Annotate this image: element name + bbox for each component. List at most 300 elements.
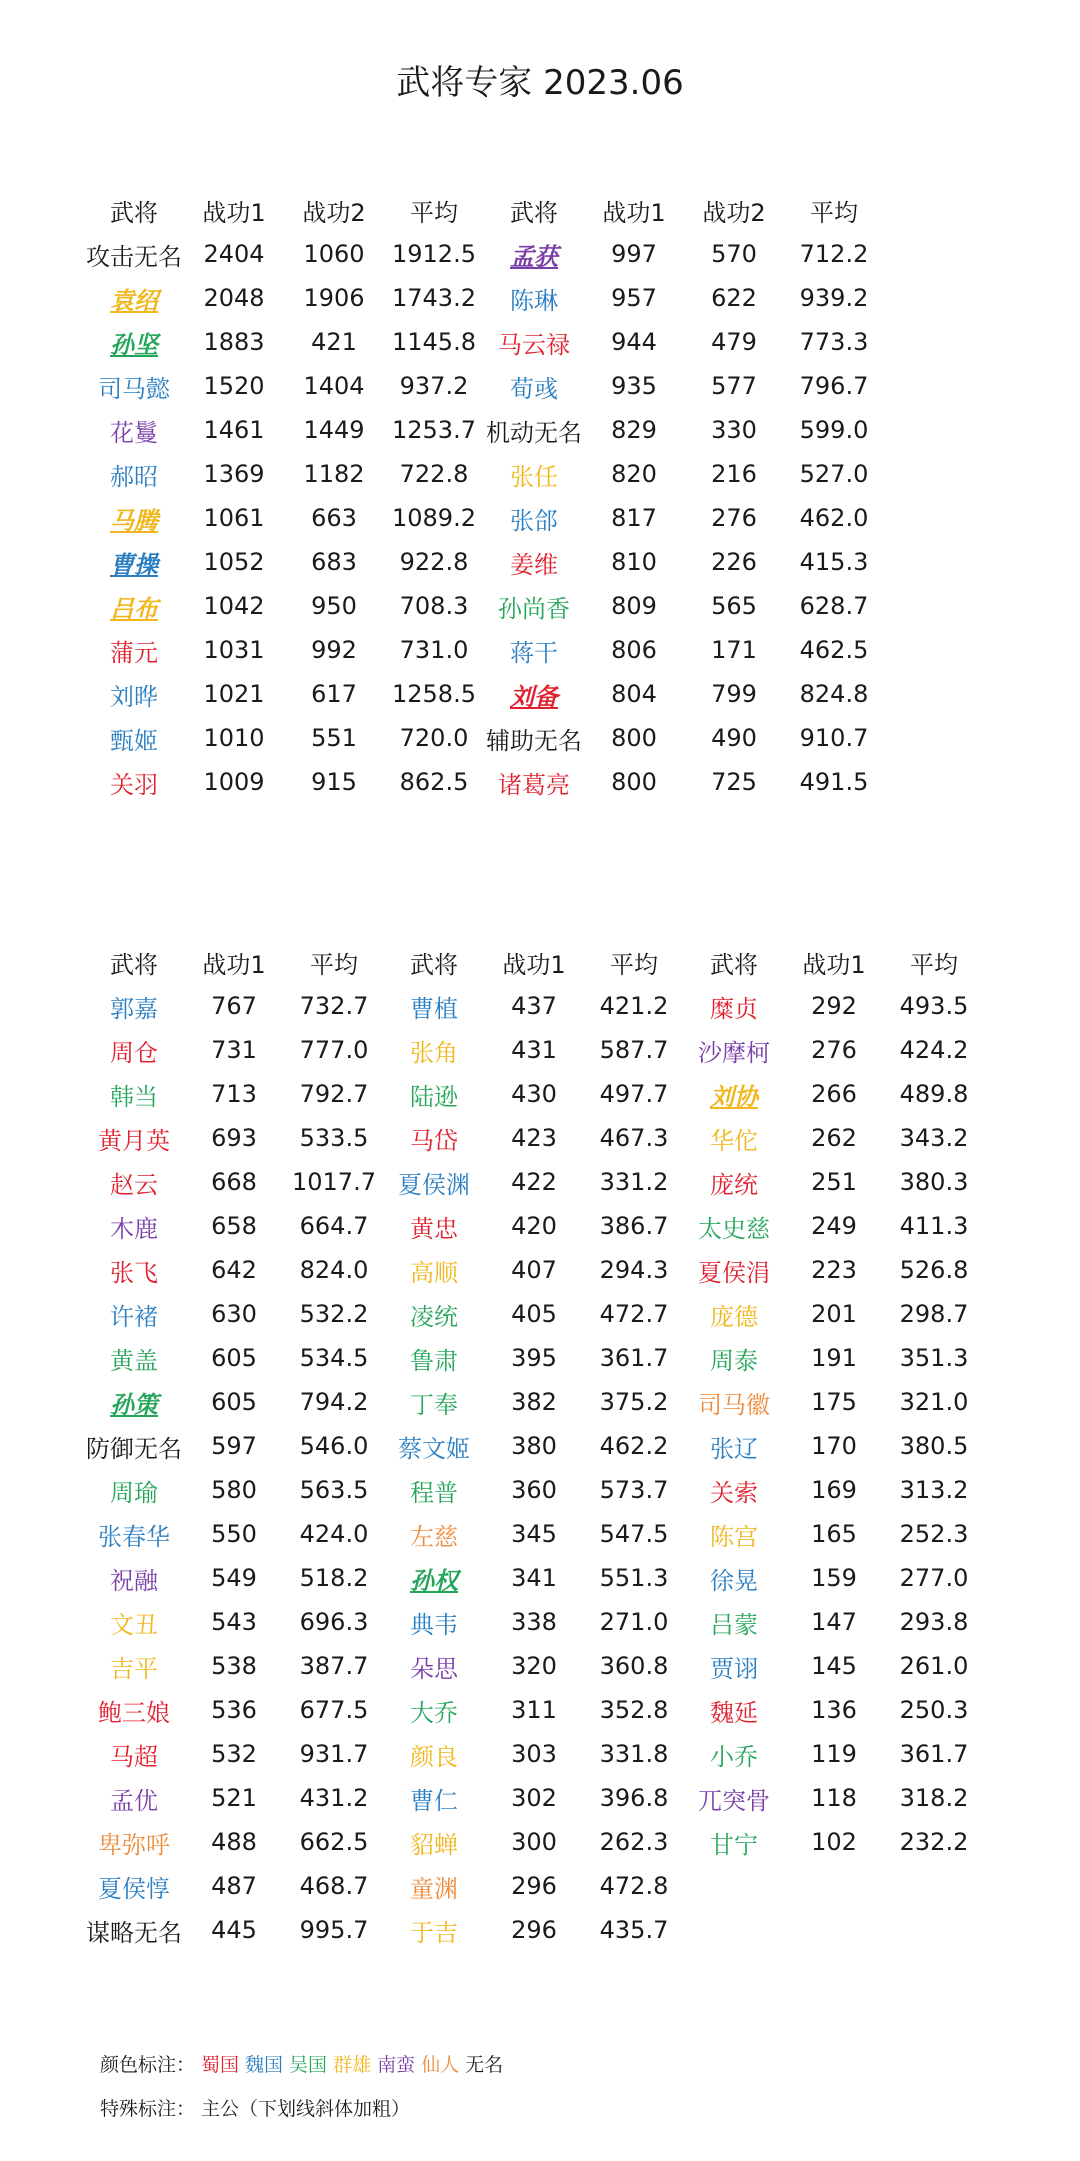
general-name: 马云禄 [498,330,570,359]
value-cell: 731 [211,1036,257,1064]
value-cell: 2404 [203,240,265,268]
general-cell [484,232,584,276]
value-cell: 1182 [303,460,365,488]
value-cell: 360.8 [599,1652,669,1680]
value-cell: 407 [511,1256,557,1284]
table-row [84,364,884,408]
general-name: 兀突骨 [698,1786,770,1815]
value-cell: 547.5 [599,1520,669,1548]
general-name: 马岱 [410,1126,458,1155]
value-cell: 995.7 [299,1916,369,1944]
general-name: 吕布 [110,594,158,623]
general-name: 卑弥呼 [98,1830,170,1859]
column-header: 战功1 [802,950,866,979]
value-cell: 713 [211,1080,257,1108]
value-cell: 549 [211,1564,257,1592]
general-name: 关羽 [110,770,158,799]
general-cell [684,1248,784,1292]
value-cell: 361.7 [899,1740,969,1768]
general-name: 陈宫 [710,1522,758,1551]
general-cell [684,1204,784,1248]
value-cell: 223 [811,1256,857,1284]
value-cell: 493.5 [899,992,969,1020]
table-row [84,1248,984,1292]
value-cell: 170 [811,1432,857,1460]
value-cell: 597 [211,1432,257,1460]
value-cell: 1060 [303,240,365,268]
table-row [84,1864,984,1908]
value-cell: 824.8 [799,680,869,708]
general-name: 张郃 [510,506,558,535]
value-cell: 421 [311,328,357,356]
general-name: 黄忠 [410,1214,458,1243]
value-cell: 294.3 [599,1256,669,1284]
general-cell [84,540,184,584]
value-cell: 1520 [203,372,265,400]
value-cell: 662.5 [299,1828,369,1856]
general-name: 贾诩 [710,1654,758,1683]
general-name: 凌统 [410,1302,458,1331]
column-header: 平均 [310,950,358,979]
value-cell: 915 [311,768,357,796]
value-cell: 165 [811,1520,857,1548]
general-name: 华佗 [710,1126,758,1155]
value-cell: 435.7 [599,1916,669,1944]
general-name: 黄盖 [110,1346,158,1375]
value-cell: 1743.2 [392,284,476,312]
general-name: 张角 [410,1038,458,1067]
general-name: 魏延 [710,1698,758,1727]
value-cell: 767 [211,992,257,1020]
general-name: 曹植 [410,994,458,1023]
general-cell [384,1160,484,1204]
value-cell: 159 [811,1564,857,1592]
value-cell: 467.3 [599,1124,669,1152]
general-cell [84,1688,184,1732]
general-name: 郝昭 [110,462,158,491]
general-name: 攻击无名 [86,242,182,271]
column-header: 平均 [610,950,658,979]
table-row [84,584,884,628]
general-name: 陆逊 [410,1082,458,1111]
value-cell: 320 [511,1652,557,1680]
value-cell: 809 [611,592,657,620]
table-row [84,1292,984,1336]
value-cell: 415.3 [799,548,869,576]
value-cell: 341 [511,1564,557,1592]
general-name: 花鬘 [110,418,158,447]
general-name: 徐晃 [710,1566,758,1595]
value-cell [784,1908,884,1952]
value-cell: 642 [211,1256,257,1284]
general-cell [84,628,184,672]
column-header: 武将 [410,950,458,979]
value-cell: 375.2 [599,1388,669,1416]
general-name: 大乔 [410,1698,458,1727]
column-header: 战功2 [702,198,766,227]
general-name: 防御无名 [86,1434,182,1463]
column-header: 武将 [110,198,158,227]
general-cell [84,320,184,364]
value-cell: 487 [211,1872,257,1900]
general-cell [84,1424,184,1468]
value-cell: 1017.7 [292,1168,376,1196]
general-cell [84,1556,184,1600]
general-name: 左慈 [410,1522,458,1551]
value-cell: 296 [511,1872,557,1900]
general-name: 颜良 [410,1742,458,1771]
value-cell: 411.3 [899,1212,969,1240]
general-cell [384,1468,484,1512]
table-row [84,1820,984,1864]
value-cell: 252.3 [899,1520,969,1548]
value-cell: 1061 [203,504,265,532]
general-name: 袁绍 [110,286,158,315]
page-title: 武将专家 2023.06 [396,63,684,103]
value-cell: 343.2 [899,1124,969,1152]
value-cell: 605 [211,1388,257,1416]
general-name: 刘晔 [110,682,158,711]
value-cell: 551 [311,724,357,752]
general-name: 曹仁 [410,1786,458,1815]
general-table-bottom [84,940,984,1952]
general-name: 沙摩柯 [698,1038,770,1067]
value-cell: 491.5 [799,768,869,796]
value-cell: 1042 [203,592,265,620]
general-cell [84,760,184,804]
value-cell: 462.5 [799,636,869,664]
value-cell: 630 [211,1300,257,1328]
value-cell: 266 [811,1080,857,1108]
column-header: 战功1 [202,950,266,979]
value-cell: 1906 [303,284,365,312]
value-cell: 352.8 [599,1696,669,1724]
general-name: 机动无名 [486,418,582,447]
general-cell [684,1116,784,1160]
value-cell: 536 [211,1696,257,1724]
general-cell [84,1336,184,1380]
general-name: 孟优 [110,1786,158,1815]
general-cell [484,364,584,408]
value-cell: 910.7 [799,724,869,752]
general-name: 曹操 [110,550,158,579]
value-cell [784,1864,884,1908]
general-cell [684,1600,784,1644]
legend-item: 南蛮 [377,2054,416,2076]
column-header: 平均 [410,198,458,227]
value-cell: 249 [811,1212,857,1240]
special-legend-label: 特殊标注： [100,2098,196,2120]
table-row [84,760,884,804]
general-name: 庞统 [710,1170,758,1199]
general-cell [84,1292,184,1336]
value-cell: 468.7 [299,1872,369,1900]
value-cell: 380.5 [899,1432,969,1460]
value-cell: 712.2 [799,240,869,268]
value-cell: 1089.2 [392,504,476,532]
general-name: 马超 [110,1742,158,1771]
column-header: 武将 [710,950,758,979]
general-cell [384,1336,484,1380]
value-cell: 396.8 [599,1784,669,1812]
value-cell: 1912.5 [392,240,476,268]
value-cell: 276 [711,504,757,532]
value-cell: 330 [711,416,757,444]
value-cell: 820 [611,460,657,488]
value-cell: 345 [511,1520,557,1548]
general-cell [384,1380,484,1424]
general-name: 张任 [510,462,558,491]
general-name: 鲍三娘 [98,1698,170,1727]
general-cell [384,1248,484,1292]
value-cell: 1369 [203,460,265,488]
value-cell: 526.8 [899,1256,969,1284]
general-name: 童渊 [410,1874,458,1903]
value-cell: 935 [611,372,657,400]
general-cell [384,1908,484,1952]
general-cell [684,1644,784,1688]
general-cell [384,1116,484,1160]
column-header: 武将 [110,950,158,979]
value-cell: 296 [511,1916,557,1944]
general-cell [84,984,184,1028]
value-cell: 321.0 [899,1388,969,1416]
value-cell: 201 [811,1300,857,1328]
general-name: 荀彧 [510,374,558,403]
general-name: 吕蒙 [710,1610,758,1639]
column-header: 平均 [910,950,958,979]
value-cell: 534.5 [299,1344,369,1372]
general-cell [684,1732,784,1776]
value-cell: 262.3 [599,1828,669,1856]
value-cell: 1031 [203,636,265,664]
general-table-top [84,188,884,804]
value-cell: 386.7 [599,1212,669,1240]
value-cell: 1883 [203,328,265,356]
value-cell: 445 [211,1916,257,1944]
table-row [84,1160,984,1204]
general-name: 关索 [710,1478,758,1507]
general-name: 刘协 [710,1082,758,1111]
general-cell [484,540,584,584]
value-cell: 292 [811,992,857,1020]
value-cell: 472.8 [599,1872,669,1900]
value-cell: 683 [311,548,357,576]
value-cell: 395 [511,1344,557,1372]
general-cell [684,1380,784,1424]
value-cell: 658 [211,1212,257,1240]
value-cell: 303 [511,1740,557,1768]
general-cell [684,984,784,1028]
value-cell [884,1908,984,1952]
value-cell: 1253.7 [392,416,476,444]
value-cell: 792.7 [299,1080,369,1108]
value-cell: 1010 [203,724,265,752]
legend-item: 无名 [465,2054,504,2076]
value-cell: 732.7 [299,992,369,1020]
value-cell: 431.2 [299,1784,369,1812]
general-cell [484,716,584,760]
value-cell: 431 [511,1036,557,1064]
value-cell: 118 [811,1784,857,1812]
general-name: 木鹿 [110,1214,158,1243]
general-name: 甘宁 [710,1830,758,1859]
value-cell: 777.0 [299,1036,369,1064]
value-cell: 490 [711,724,757,752]
table-row [84,1776,984,1820]
general-name: 孙权 [410,1566,458,1595]
value-cell: 331.2 [599,1168,669,1196]
general-cell [84,1160,184,1204]
general-name: 马腾 [110,506,158,535]
general-cell [684,1512,784,1556]
value-cell: 420 [511,1212,557,1240]
general-name: 韩当 [110,1082,158,1111]
general-cell [384,1512,484,1556]
general-name: 小乔 [710,1742,758,1771]
legend-item: 魏国 [245,2054,284,2076]
general-cell [84,364,184,408]
value-cell: 1449 [303,416,365,444]
value-cell: 810 [611,548,657,576]
general-cell [684,1292,784,1336]
table-row [84,320,884,364]
value-cell: 806 [611,636,657,664]
value-cell: 773.3 [799,328,869,356]
general-cell [84,1512,184,1556]
value-cell: 300 [511,1828,557,1856]
general-name: 司马懿 [98,374,170,403]
general-cell [84,496,184,540]
general-name: 刘备 [510,682,558,711]
general-name: 谋略无名 [86,1918,182,1947]
general-name: 程普 [410,1478,458,1507]
table-row [84,1512,984,1556]
general-cell [384,1292,484,1336]
value-cell: 570 [711,240,757,268]
value-cell: 521 [211,1784,257,1812]
general-cell [484,320,584,364]
general-cell [684,1468,784,1512]
table-row [84,1688,984,1732]
value-cell: 931.7 [299,1740,369,1768]
value-cell: 424.2 [899,1036,969,1064]
table-row [84,276,884,320]
value-cell [684,1864,784,1908]
general-name: 蒲元 [110,638,158,667]
general-cell [684,1160,784,1204]
value-cell: 708.3 [399,592,469,620]
general-cell [84,1732,184,1776]
general-cell [84,584,184,628]
value-cell: 824.0 [299,1256,369,1284]
value-cell: 423 [511,1124,557,1152]
value-cell: 351.3 [899,1344,969,1372]
value-cell: 360 [511,1476,557,1504]
general-name: 张飞 [110,1258,158,1287]
value-cell: 1461 [203,416,265,444]
color-legend [100,2050,515,2077]
value-cell: 587.7 [599,1036,669,1064]
value-cell: 191 [811,1344,857,1372]
legend-item: 仙人 [421,2054,460,2076]
general-cell [684,1556,784,1600]
value-cell: 169 [811,1476,857,1504]
general-cell [84,1908,184,1952]
header-row [84,940,984,984]
table-row [84,1072,984,1116]
table-row [84,1468,984,1512]
column-header: 武将 [510,198,558,227]
value-cell: 664.7 [299,1212,369,1240]
table-row [84,1600,984,1644]
value-cell: 922.8 [399,548,469,576]
value-cell: 518.2 [299,1564,369,1592]
legend-item: 群雄 [333,2054,372,2076]
value-cell: 617 [311,680,357,708]
value-cell: 262 [811,1124,857,1152]
value-cell: 543 [211,1608,257,1636]
general-cell [384,1028,484,1072]
table-row [84,628,884,672]
value-cell: 722.8 [399,460,469,488]
value-cell: 1021 [203,680,265,708]
value-cell: 311 [511,1696,557,1724]
value-cell: 546.0 [299,1432,369,1460]
table-row [84,452,884,496]
value-cell: 382 [511,1388,557,1416]
table-row [84,232,884,276]
value-cell: 1404 [303,372,365,400]
general-cell [384,1204,484,1248]
value-cell: 175 [811,1388,857,1416]
general-cell [384,1424,484,1468]
general-cell [384,1732,484,1776]
general-name: 孟获 [510,242,558,271]
general-cell [484,628,584,672]
value-cell: 804 [611,680,657,708]
general-name: 孙策 [110,1390,158,1419]
general-cell [84,1600,184,1644]
table-row [84,496,884,540]
general-name: 鲁肃 [410,1346,458,1375]
value-cell: 663 [311,504,357,532]
color-legend-label: 颜色标注： [100,2054,196,2076]
value-cell: 380.3 [899,1168,969,1196]
value-cell: 580 [211,1476,257,1504]
value-cell: 380 [511,1432,557,1460]
general-cell [684,1424,784,1468]
general-cell [384,984,484,1028]
general-name: 糜贞 [710,994,758,1023]
value-cell: 1052 [203,548,265,576]
general-name: 太史慈 [698,1214,770,1243]
value-cell: 1258.5 [392,680,476,708]
value-cell: 944 [611,328,657,356]
general-cell [84,1468,184,1512]
general-cell [384,1864,484,1908]
general-cell [684,1028,784,1072]
general-cell [84,1776,184,1820]
table-row [84,1732,984,1776]
value-cell: 250.3 [899,1696,969,1724]
value-cell: 102 [811,1828,857,1856]
value-cell: 437 [511,992,557,1020]
table-row [84,1424,984,1468]
general-cell [384,1644,484,1688]
value-cell: 1145.8 [392,328,476,356]
general-name: 夏侯渊 [398,1170,470,1199]
